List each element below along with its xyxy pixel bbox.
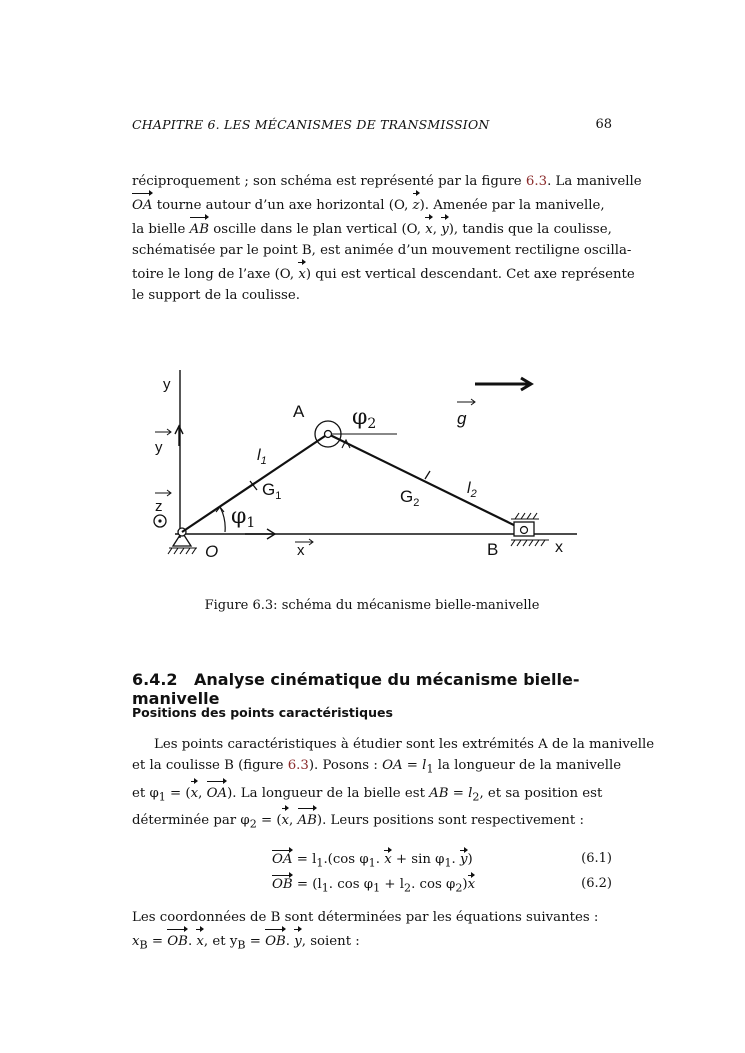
vector-y: y — [441, 216, 449, 240]
G1-label: $G_1$ — [262, 480, 282, 502]
vector-AB: AB — [298, 807, 317, 831]
vector-OA: OA — [132, 192, 153, 216]
equation-6-2: OB = ($l_1$. $\cos \varphi_1 + l_2$. $\cos \varphi_2)x$ — [272, 874, 475, 895]
text-line: OA tourne autour d’un axe horizontal (O, z). Amenée par la manivelle, — [132, 192, 612, 216]
x-vector-label: x — [297, 542, 305, 559]
text-line: Les coordonnées de B sont déterminées par les équations suivantes : — [132, 910, 599, 925]
vector-x: x — [191, 780, 199, 804]
subsection-heading: Positions des points caractéristiques — [132, 705, 393, 720]
phi1-label: φ1 — [231, 504, 256, 531]
text-line: $x_B$ = OB. x, et $y_B$ = OB. y, soient : — [132, 928, 612, 956]
text-line: Les points caractéristiques à étudier sont les extrémités A de la manivelle — [154, 737, 655, 752]
text-line: toire le long de l’axe (O, x) qui est vertical descendant. Cet axe représente — [132, 261, 612, 285]
vector-OB: OB — [265, 928, 286, 952]
paragraph-positions — [132, 734, 655, 835]
figure-reference-link[interactable]: 6.3 — [287, 758, 309, 773]
text-line: déterminée par $\varphi_2 = (x$, AB). Leurs positions sont respectivement : — [132, 807, 612, 835]
vector-x: x — [298, 261, 306, 285]
equation-6-1: OA = $l_1.(\cos$ $\varphi_1$. $x + \sin \varphi_1$. y) — [272, 849, 473, 870]
equation-number-6-2: (6.2) — [581, 876, 612, 891]
page-number: 68 — [595, 117, 612, 132]
figure-reference-link[interactable]: 6.3 — [525, 174, 548, 189]
point-O-label: O — [205, 542, 219, 561]
l1-label: $l_1$ — [257, 447, 267, 467]
section-number: 6.4.2 — [132, 670, 178, 689]
vector-OB: OB — [167, 928, 188, 952]
x-axis-label: x — [555, 539, 563, 556]
text-line: et la coulisse B (figure 6.3). Posons : OA = $l_1$ la longueur de la manivelle — [132, 758, 622, 776]
paragraph-intro — [132, 171, 642, 306]
z-vector-label: z — [155, 498, 163, 515]
text-line: schématisée par le point B, est animée d’un mouvement rectiligne oscilla- — [132, 243, 632, 258]
point-B-label: B — [487, 540, 499, 559]
equation-number-6-1: (6.1) — [581, 851, 612, 866]
paragraph-coordinates — [132, 907, 612, 956]
text-line: la bielle AB oscille dans le plan vertical (O, x, y), tandis que la coulisse, — [132, 216, 612, 240]
section-heading — [132, 670, 612, 708]
text-line: réciproquement ; son schéma est représenté par la figure 6.3. La manivelle — [132, 174, 642, 189]
figure-caption: Figure 6.3: schéma du mécanisme bielle-manivelle — [204, 598, 540, 613]
G2-label: $G_2$ — [400, 487, 420, 509]
vector-OA: OA — [207, 780, 228, 804]
section-title: Analyse cinématique du mécanisme bielle-manivelle — [132, 670, 580, 708]
vector-AB: AB — [190, 216, 209, 240]
vector-x: x — [425, 216, 433, 240]
y-axis-label: y — [163, 376, 171, 393]
vector-x: x — [282, 807, 290, 831]
vector-y: y — [294, 928, 302, 952]
vector-x: x — [196, 928, 204, 952]
phi2-label: φ2 — [352, 405, 377, 432]
vector-z: z — [413, 192, 420, 216]
gravity-vector-label: g — [457, 409, 467, 428]
point-A-label: A — [293, 402, 305, 421]
crank-slider-diagram — [145, 362, 590, 570]
y-vector-label: y — [155, 439, 163, 456]
text-line: le support de la coulisse. — [132, 288, 300, 303]
text-line: et $\varphi_1 = (x$, OA). La longueur de la bielle est AB = $l_2$, et sa position est — [132, 780, 612, 808]
running-header: CHAPITRE 6. LES MÉCANISMES DE TRANSMISSION — [132, 117, 490, 132]
l2-label: $l_2$ — [467, 480, 477, 500]
